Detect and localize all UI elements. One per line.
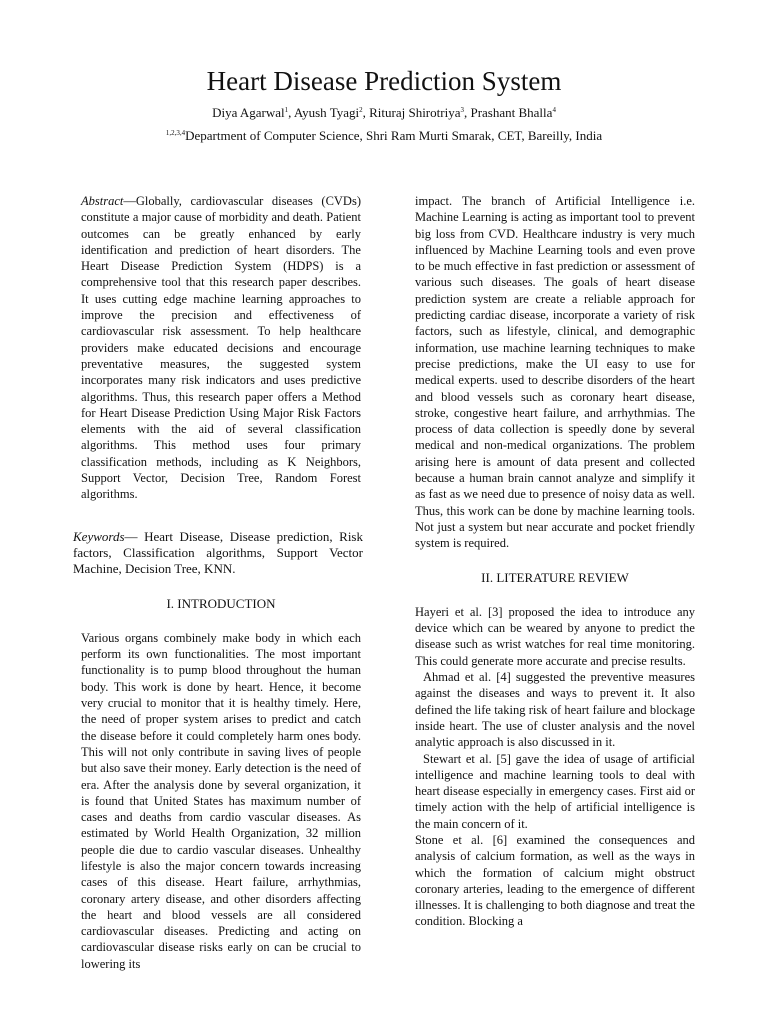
- left-column: [73, 193, 363, 972]
- author-sup: 3: [460, 106, 464, 114]
- literature-paragraph-stone: Stone et al. [6] examined the consequences and analysis of calcium formation, as well as the ways in which the formation of calcium might obstruct coronary arteries, leading to the emergence of different illnesses. It is challenging to both diagnose and treat the condition. Blocking a: [415, 832, 695, 929]
- author-name: Prashant Bhalla: [470, 105, 553, 120]
- right-column: [415, 193, 695, 930]
- author-sup: 1: [284, 106, 289, 114]
- literature-heading: II. LITERATURE REVIEW: [481, 569, 629, 585]
- literature-paragraph-hayeri: Hayeri et al. [3] proposed the idea to introduce any device which can be weared by anyone to predict the disease such as wrist watches for real time monitoring. This could generate more accurate and precise results.: [415, 604, 695, 668]
- affiliation-sup: 1,2,3,4: [165, 129, 186, 137]
- author-name: Rituraj Shirotriya: [369, 105, 461, 120]
- author-name: Diya Agarwal: [212, 105, 285, 120]
- affiliation: [150, 128, 618, 144]
- literature-paragraph-stewart: Stewart et al. [5] gave the idea of usage of artificial intelligence and machine learning tools to deal with heart disease especially in emergency cases. First aid or timely action with the help of artificial intelligence is the main concern of it.: [415, 751, 695, 831]
- introduction-text: Various organs combinely make body in which each perform its own functionalities. The most important functionality is to pump blood throughout the human body. This work is done by heart. Hence, it become very crucial to monitor that it is healthy timely. Here, the need of proper system arises to predict and catch the disease before it could completely harm ones body. This will not only contribute in saving lives of people but also save their money. Early detection is the need of era. After the analysis done by several organization, it is found that United States has maximum number of cases and deaths from cardio vascular diseases. As estimated by World Health Organization, 32 million people die due to cardio vascular diseases. Unhealthy lifestyle is also the major concern towards increasing cases of this disease. Heart failure, arrhythmias, coronary artery disease, and other disorders affecting the heart and blood vessels are all considered cardiovascular diseases. Predicting and acting on cardiovascular disease risks early on can be crucial to lowering its: [81, 630, 361, 971]
- keywords-label: Keywords: [73, 528, 125, 544]
- keywords: [73, 529, 363, 578]
- paper-title: Heart Disease Prediction System: [206, 66, 562, 96]
- keywords-text: — Heart Disease, Disease prediction, Risk factors, Classification algorithms, Support Vector Machine, Decision Tree, KNN.: [73, 528, 363, 577]
- introduction-heading: I. INTRODUCTION: [166, 595, 276, 611]
- abstract-text: —Globally, cardiovascular diseases (CVDs) constitute a major cause of morbidity and death. Patient outcomes can be greatly enhanced by early identification and prediction of heart disorders. The Heart Disease Prediction System (HDPS) is a comprehensive tool that this research paper describes. It uses cutting edge machine learning approaches to improve the precision and effectiveness of cardiovascular risk assessment. To help healthcare providers make educated decisions and encourage preventative measures, the suggested system incorporates many risk indicators and uses predictive algorithms. Thus, this research paper offers a Method for Heart Disease Prediction Using Major Risk Factors elements with the aid of several classification algorithms. This method uses four primary classification methods, including as K Neighbors, Support Vector, Decision Tree, Random Forest algorithms.: [81, 194, 361, 502]
- author-sup: 4: [552, 106, 556, 114]
- abstract: [81, 193, 361, 503]
- abstract-label: Abstract: [81, 194, 124, 208]
- affiliation-text: Department of Computer Science, Shri Ram Murti Smarak, CET, Bareilly, India: [185, 128, 603, 143]
- literature-paragraph-ahmad: Ahmad et al. [4] suggested the preventive measures against the diseases and ways to prevent it. It also defined the life taking risk of heart failure and blockage inside heart. The use of cluster analysis and the novel analytic approach is also discussed in it.: [415, 670, 695, 750]
- author-name: Ayush Tyagi: [293, 105, 360, 120]
- intro-continued-text: impact. The branch of Artificial Intelligence i.e. Machine Learning is acting as important tool to prevent big loss from CVD. Healthcare industry is very much influenced by Machine Learning tools and even prove to be much effective in fast prediction or assessment of various such diseases. The goals of heart disease prediction system are create a reliable approach for predicting cardiac disease, incorporate a variety of risk factors, such as lifestyle, clinical, and demographic information, use machine learning techniques to make precise predictions, make the UI easy to use for medical experts. used to describe disorders of the heart and blood vessels such as coronary heart disease, stroke, congestive heart failure, and arrhythmias. The process of data collection is speedly done by several medical and non-medical organizations. The problem arising here is amount of data present and collected because a human brain cannot analyze and simplify it as fast as we need due to presence of noisy data as well. Thus, this work can be done by machine learning tools. Not just a system but near accurate and pocket friendly system is required.: [415, 194, 695, 551]
- author-list: Diya Agarwal$^1$, Ayush Tyagi$^2$, Rituraj Shirotriya$^3$, Prashant Bhalla$^4$: [212, 105, 556, 120]
- author-sup: 2: [359, 106, 363, 114]
